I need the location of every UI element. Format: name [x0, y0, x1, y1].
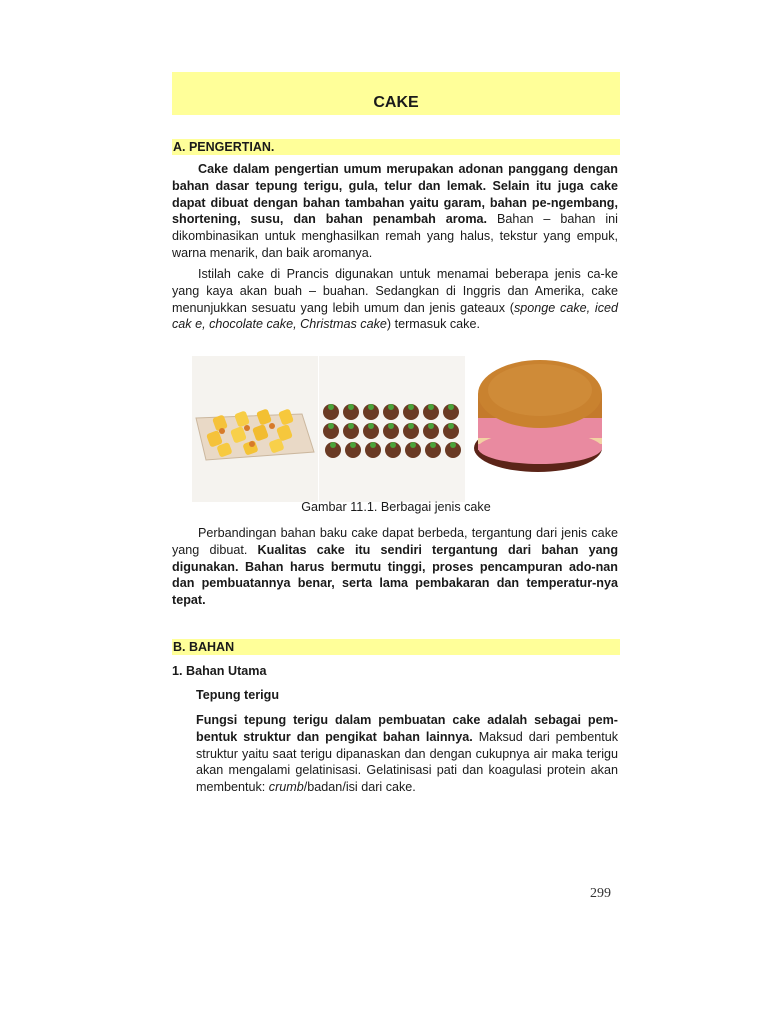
- chocolate-cupcakes-photo: [319, 356, 465, 502]
- paragraph-perbandingan: [172, 525, 618, 609]
- definition-rest-text: Bahan – bahan ini dikombinasikan untuk menghasilkan remah yang halus, tekstur yang empuk, warna menarik, dan baik aromanya.: [172, 212, 618, 260]
- fungsi-bold-text: Fungsi tepung terigu dalam pembuatan cake adalah sebagai pem-bentuk struktur dan pengikat bahan lainnya.: [196, 713, 618, 744]
- cake-images: [192, 356, 606, 502]
- istilah-end-text: ) termasuk cake.: [386, 317, 480, 332]
- figure-caption: Gambar 11.1. Berbagai jenis cake: [301, 500, 491, 514]
- perbandingan-text: Perbandingan bahan baku cake dapat berbeda, tergantung dari jenis cake yang dibuat.: [172, 526, 618, 557]
- crumb-italic-text: crumb: [268, 780, 304, 795]
- paragraph-fungsi-tepung: [196, 712, 618, 796]
- section-heading-bahan: B. BAHAN: [172, 639, 620, 655]
- sponge-roll-photo: [192, 356, 318, 502]
- page-number: 299: [590, 886, 611, 901]
- fungsi-rest-text: Maksud dari pembentuk struktur yaitu saat terigu dipanaskan dan dengan cukupnya air maka terigu akan mengalami gelatinisasi. Gelatinisasi pati dan koagulasi protein akan membentuk:: [196, 729, 618, 795]
- layered-cake-photo: [466, 356, 606, 502]
- list-item-bahan-utama: 1. Bahan Utama: [172, 664, 267, 678]
- section-heading-pengertian: A. PENGERTIAN.: [172, 139, 620, 155]
- paragraph-istilah: [172, 266, 618, 333]
- paragraph-definition: [172, 161, 618, 262]
- istilah-text: Istilah cake di Prancis digunakan untuk menamai beberapa jenis ca-ke yang kaya akan buah – buahan. Sedangkan di Inggris dan Amerika, cake menunjukkan sesuatu yang lebih umum dan jenis gateaux (: [172, 267, 618, 315]
- subheading-tepung-terigu: Tepung terigu: [196, 688, 280, 702]
- istilah-italic-text: sponge cake, iced cak e, chocolate cake, Christmas cake: [172, 300, 618, 332]
- perbandingan-bold-text: Kualitas cake itu sendiri tergantung dari bahan yang digunakan. Bahan harus bermutu tinggi, proses pencampuran ado-nan dan pembuatannya benar, serta lama pembakaran dan temperatur-nya tepat.: [172, 542, 619, 608]
- fungsi-end-text: /badan/isi dari cake.: [303, 780, 416, 795]
- definition-bold-text: Cake dalam pengertian umum merupakan adonan panggang dengan bahan dasar tepung terigu, gula, telur dan lemak. Selain itu juga cake dapat dibuat dengan bahan tambahan yaitu garam, bahan pe-ngembang, shortening, susu, dan bahan penambah aroma.: [172, 162, 618, 227]
- page-title: CAKE: [172, 72, 620, 115]
